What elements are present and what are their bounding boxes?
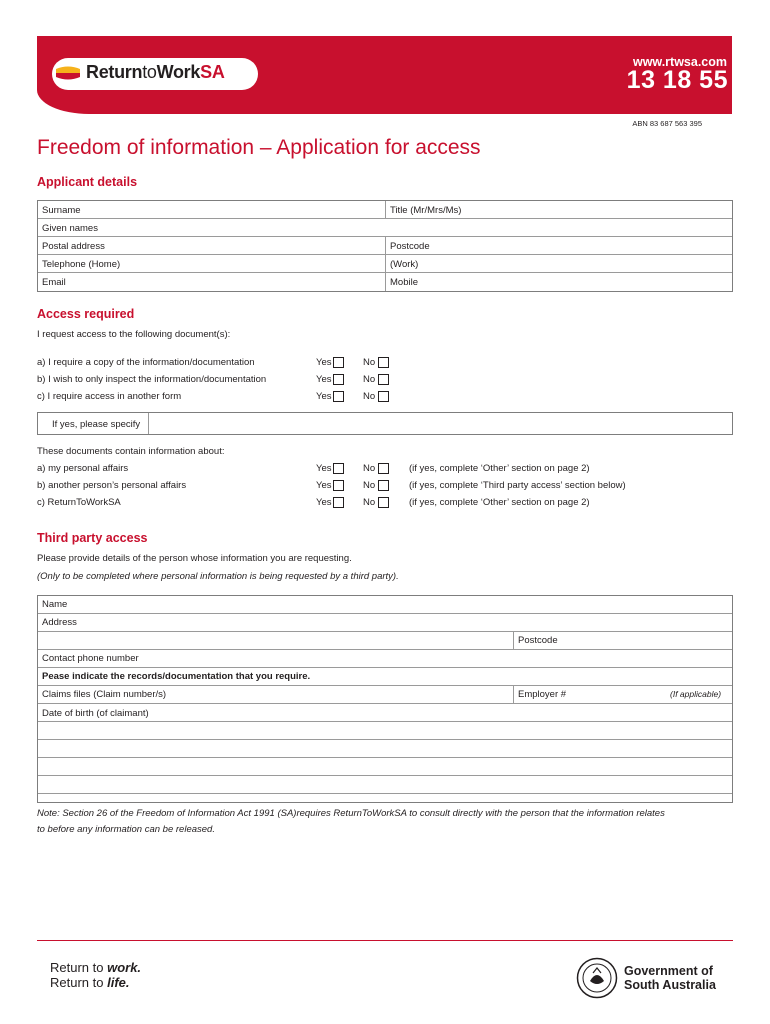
tp-employer-field[interactable]: Employer # — [518, 689, 567, 700]
yes-checkbox[interactable] — [333, 391, 344, 402]
no-checkbox[interactable] — [378, 497, 389, 508]
no-label: No — [363, 391, 376, 402]
access-intro: I request access to the following document(s): — [37, 329, 231, 340]
tagline-life-prefix: Return to — [50, 975, 108, 990]
note-line-2: to before any information can be released. — [37, 824, 215, 835]
yes-checkbox[interactable] — [333, 463, 344, 474]
telephone-work-field[interactable]: (Work) — [390, 259, 419, 270]
no-checkbox[interactable] — [378, 374, 389, 385]
third-party-row-divider — [38, 685, 732, 686]
tp-contact-field[interactable]: Contact phone number — [42, 653, 139, 664]
note-line-1: Note: Section 26 of the Freedom of Information Act 1991 (SA)requires ReturnToWorkSA to consult directly with the person that the information relates — [37, 808, 665, 819]
third-party-row-divider — [38, 721, 732, 722]
phone-number: 13 18 55 — [626, 66, 728, 94]
about-note: (if yes, complete ‘Other’ section on page 2) — [409, 463, 590, 474]
applicant-row-divider — [38, 218, 732, 219]
yes-checkbox[interactable] — [333, 497, 344, 508]
about-option-label: a) my personal affairs — [37, 463, 129, 474]
tp-address-field[interactable]: Address — [42, 617, 77, 628]
third-party-row-divider — [38, 793, 732, 794]
tp-claims-field[interactable]: Claims files (Claim number/s) — [42, 689, 167, 700]
brand-to: to — [142, 62, 157, 82]
third-party-heading: Third party access — [37, 531, 148, 545]
government-line-2: South Australia — [624, 978, 716, 992]
title-field[interactable]: Title (Mr/Mrs/Ms) — [390, 205, 462, 216]
yes-checkbox[interactable] — [333, 357, 344, 368]
yes-label: Yes — [316, 480, 332, 491]
mobile-field[interactable]: Mobile — [390, 277, 418, 288]
specify-divider — [148, 413, 149, 434]
third-party-row-divider — [38, 631, 732, 632]
specify-label: If yes, please specify — [52, 419, 141, 430]
page-title: Freedom of information – Application for access — [37, 136, 481, 159]
brand-logo-text — [86, 62, 225, 83]
no-label: No — [363, 480, 376, 491]
tagline-work-bold: work. — [107, 960, 142, 975]
tagline-work — [50, 960, 141, 975]
access-option-label: a) I require a copy of the information/documentation — [37, 357, 255, 368]
postcode-col-divider — [513, 632, 514, 649]
third-party-row-divider — [38, 613, 732, 614]
about-intro: These documents contain information about: — [37, 446, 225, 457]
government-seal-icon — [576, 957, 618, 999]
third-party-row-divider — [38, 775, 732, 776]
about-option-label: c) ReturnToWorkSA — [37, 497, 121, 508]
yes-label: Yes — [316, 463, 332, 474]
email-field[interactable]: Email — [42, 277, 66, 288]
yes-checkbox[interactable] — [333, 374, 344, 385]
given-names-field[interactable]: Given names — [42, 223, 98, 234]
postal-address-field[interactable]: Postal address — [42, 241, 105, 252]
employer-col-divider — [513, 686, 514, 703]
applicant-col-divider — [385, 237, 386, 291]
about-option-label: b) another person’s personal affairs — [37, 480, 187, 491]
yes-label: Yes — [316, 391, 332, 402]
tp-records-label: Pease indicate the records/documentation that you require. — [42, 671, 311, 682]
third-party-row-divider — [38, 667, 732, 668]
yes-label: Yes — [316, 357, 332, 368]
third-party-row-divider — [38, 757, 732, 758]
access-option-label: c) I require access in another form — [37, 391, 182, 402]
brand-work: Work — [156, 62, 201, 82]
no-label: No — [363, 374, 376, 385]
access-heading: Access required — [37, 307, 135, 321]
no-checkbox[interactable] — [378, 480, 389, 491]
brand-sa: SA — [200, 62, 225, 82]
third-party-intro: Please provide details of the person whose information you are requesting. — [37, 553, 352, 564]
no-label: No — [363, 497, 376, 508]
brand-return: Return — [86, 62, 143, 82]
postcode-field[interactable]: Postcode — [390, 241, 430, 252]
applicant-col-divider — [385, 201, 386, 218]
tagline-work-prefix: Return to — [50, 960, 108, 975]
yes-checkbox[interactable] — [333, 480, 344, 491]
yes-label: Yes — [316, 374, 332, 385]
tp-applicable-note: (If applicable) — [670, 689, 722, 699]
surname-field[interactable]: Surname — [42, 205, 81, 216]
tagline-life — [50, 975, 130, 990]
applicant-heading: Applicant details — [37, 175, 138, 189]
footer-divider — [37, 940, 733, 941]
specify-input[interactable] — [37, 412, 733, 435]
no-checkbox[interactable] — [378, 463, 389, 474]
about-note: (if yes, complete ‘Other’ section on page 2) — [409, 497, 590, 508]
website-link[interactable]: www.rtwsa.com — [632, 55, 727, 69]
access-option-label: b) I wish to only inspect the information/documentation — [37, 374, 267, 385]
tp-postcode-field[interactable]: Postcode — [518, 635, 558, 646]
tp-name-field[interactable]: Name — [42, 599, 68, 610]
third-party-row-divider — [38, 739, 732, 740]
government-line-1: Government of — [624, 964, 713, 978]
no-checkbox[interactable] — [378, 391, 389, 402]
third-party-row-divider — [38, 703, 732, 704]
about-note: (if yes, complete ‘Third party access’ section below) — [409, 480, 626, 491]
tp-dob-field[interactable]: Date of birth (of claimant) — [42, 708, 149, 719]
yes-label: Yes — [316, 497, 332, 508]
third-party-intro-note: (Only to be completed where personal information is being requested by a third party). — [37, 571, 399, 582]
abn-number: ABN 83 687 563 395 — [632, 119, 702, 128]
brand-swoosh-icon — [54, 65, 82, 81]
no-checkbox[interactable] — [378, 357, 389, 368]
no-label: No — [363, 357, 376, 368]
telephone-home-field[interactable]: Telephone (Home) — [42, 259, 121, 270]
no-label: No — [363, 463, 376, 474]
third-party-row-divider — [38, 649, 732, 650]
tagline-life-bold: life. — [107, 975, 130, 990]
